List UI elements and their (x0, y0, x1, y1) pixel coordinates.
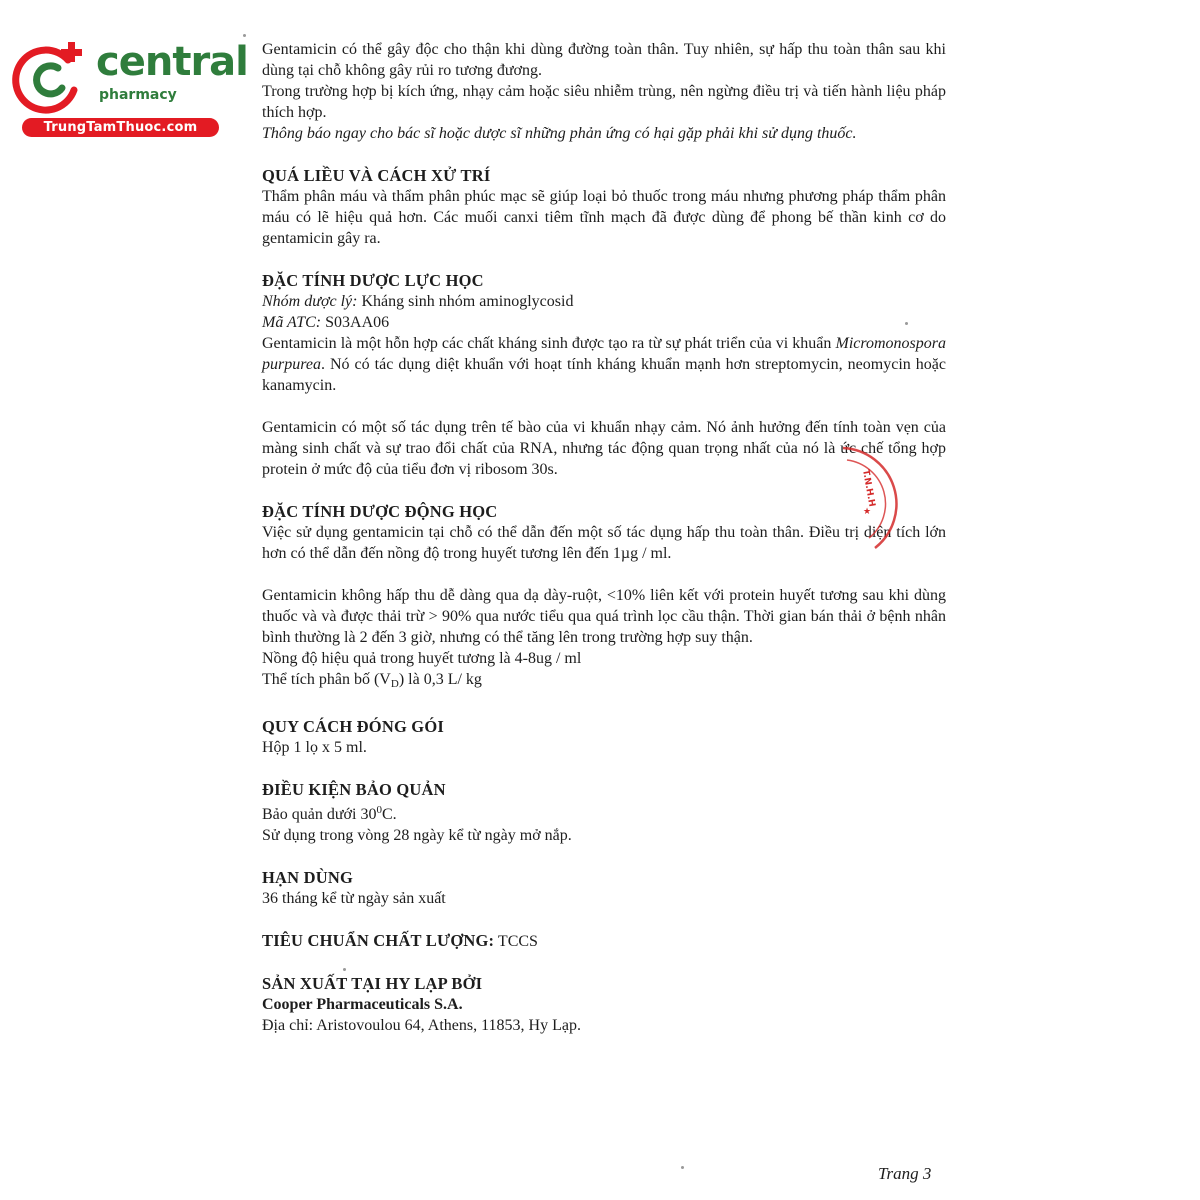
heading-pharmacodynamics: ĐẶC TÍNH DƯỢC LỰC HỌC (262, 271, 484, 290)
heading-pharmacokinetics: ĐẶC TÍNH DƯỢC ĐỘNG HỌC (262, 502, 498, 521)
pharmacy-cross-logo-icon (10, 38, 90, 118)
atc-code (262, 312, 946, 333)
storage-superscript: 0 (376, 804, 382, 816)
pharmacologic-group (262, 291, 946, 312)
section-shelf-life (262, 867, 946, 909)
logo-site-url: TrungTamThuoc.com (22, 118, 219, 137)
logo-subtitle: pharmacy (99, 87, 177, 103)
atc-code-label: Mã ATC: (262, 314, 322, 331)
scan-speck (681, 1166, 684, 1169)
storage-text-a: Bảo quản dưới 30 (262, 806, 377, 823)
heading-storage: ĐIỀU KIỆN BẢO QUẢN (262, 780, 446, 799)
intro-paragraph-2: Trong trường hợp bị kích ứng, nhạy cảm hoặc siêu nhiễm trùng, nên ngừng điều trị và tiến hành liệu pháp thích hợp. (262, 83, 946, 121)
company-seal-stamp (823, 440, 903, 560)
overdose-paragraph: Thẩm phân máu và thẩm phân phúc mạc sẽ giúp loại bỏ thuốc trong máu nhưng phương pháp thẩm phân máu có lẽ hiệu quả hơn. Các muối canxi tiêm tĩnh mạch đã được dùng để phong bế thần kinh cơ do gentamicin gây ra. (262, 188, 946, 247)
vd-subscript: D (390, 678, 399, 690)
heading-packaging: QUY CÁCH ĐÓNG GÓI (262, 717, 444, 736)
heading-shelf-life: HẠN DÙNG (262, 868, 353, 887)
organism-name: Micromonospora purpurea (262, 335, 946, 373)
pharmacokinetics-paragraph-2: Gentamicin không hấp thu dễ dàng qua dạ dày-ruột, <10% liên kết với protein huyết tương sau khi dùng thuốc và và được thải trừ > 90% qua nước tiểu qua quá trình lọc cầu thận. Thời gian bán thải ở bệnh nhân bình thường là 2 đến 3 giờ, nhưng có thể tăng lên trong trường hợp suy thận. (262, 587, 946, 646)
pd-text-c: . Nó có tác dụng diệt khuẩn với hoạt tính kháng khuẩn mạnh hơn streptomycin, neomycin hoặc kanamycin. (262, 356, 946, 394)
section-packaging (262, 716, 946, 758)
manufacturer-address: Địa chỉ: Aristovoulou 64, Athens, 11853, Hy Lạp. (262, 1017, 581, 1034)
page-number: Trang 3 (878, 1164, 932, 1183)
intro-paragraph-3: Thông báo ngay cho bác sĩ hoặc dược sĩ những phản ứng có hại gặp phải khi sử dụng thuốc. (262, 125, 857, 142)
heading-manufacturer: SẢN XUẤT TẠI HY LẠP BỞI (262, 974, 483, 993)
packaging-paragraph: Hộp 1 lọ x 5 ml. (262, 739, 367, 756)
stamp-text: T.N.H.H (860, 468, 877, 508)
pharmacodynamics-paragraph-1 (262, 333, 946, 396)
pharmacokinetics-paragraph-3: Nồng độ hiệu quả trong huyết tương là 4-8ug / ml (262, 650, 582, 667)
pharmacokinetics-paragraph-1: Việc sử dụng gentamicin tại chỗ có thể dẫn đến một số tác dụng hấp thu toàn thân. Điều trị diện tích lớn hơn có thể dẫn đến nồng độ trong huyết tương lên đến 1µg / ml. (262, 524, 946, 562)
manufacturer-name: Cooper Pharmaceuticals S.A. (262, 996, 463, 1013)
atc-code-value: S03AA06 (321, 314, 390, 331)
intro-paragraph-1: Gentamicin có thể gây độc cho thận khi dùng đường toàn thân. Tuy nhiên, sự hấp thu toàn thân sau khi dùng tại chỗ không gây rủi ro tương đương. (262, 41, 946, 79)
standard-value: TCCS (494, 933, 538, 950)
scan-speck (905, 322, 908, 325)
section-overdose (262, 165, 946, 249)
vd-text-b: ) là 0,3 L/ kg (398, 671, 482, 688)
heading-overdose: QUÁ LIỀU VÀ CÁCH XỬ TRÍ (262, 166, 491, 185)
section-manufacturer (262, 973, 946, 1036)
storage-text-b: C. (381, 806, 397, 823)
scan-speck (243, 34, 246, 37)
pd-text-a: Gentamicin là một hỗn hợp các chất kháng sinh được tạo ra từ sự phát triển của vi khuẩn (262, 335, 836, 352)
logo-brand-name: central (96, 39, 248, 85)
section-storage (262, 779, 946, 846)
section-standard (262, 930, 946, 952)
svg-text:★: ★ (863, 507, 872, 517)
shelf-life-paragraph: 36 tháng kể từ ngày sản xuất (262, 890, 446, 907)
storage-paragraph-1 (262, 800, 946, 825)
pharmacodynamics-paragraph-2: Gentamicin có một số tác dụng trên tế bào của vi khuẩn nhạy cảm. Nó ảnh hưởng đến tính toàn vẹn của màng sinh chất và sự trao đổi chất của RNA, nhưng tác động quan trọng nhất của nó là ức chế tổng hợp protein ở mức độ của tiểu đơn vị ribosom 30s. (262, 419, 946, 478)
standard-line (262, 930, 946, 952)
vd-text-a: Thể tích phân bố (V (262, 671, 391, 688)
scan-speck (343, 968, 346, 971)
pharmacologic-group-value: Kháng sinh nhóm aminoglycosid (357, 293, 574, 310)
storage-paragraph-2: Sử dụng trong vòng 28 ngày kể từ ngày mở nắp. (262, 827, 572, 844)
heading-standard: TIÊU CHUẨN CHẤT LƯỢNG: (262, 931, 495, 950)
pharmacologic-group-label: Nhóm dược lý: (262, 293, 358, 310)
brand-logo (10, 38, 248, 138)
pharmacokinetics-paragraph-4 (262, 669, 946, 695)
